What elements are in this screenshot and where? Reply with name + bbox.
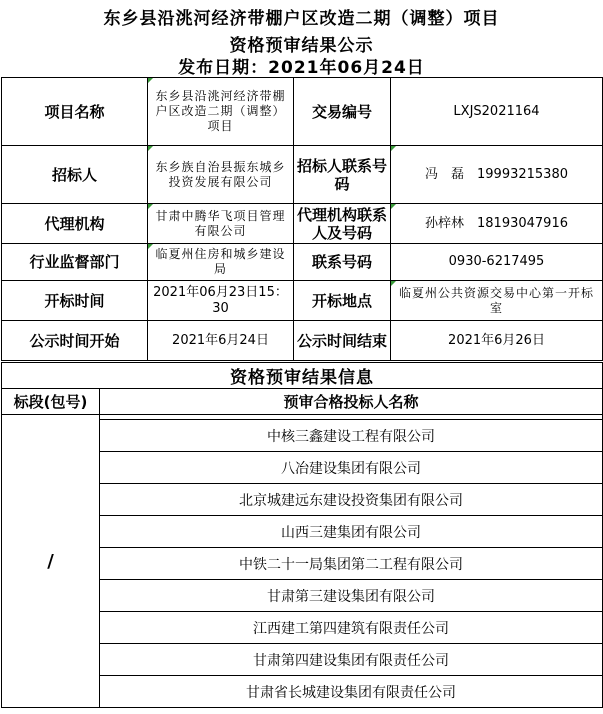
results-section-title: 资格预审结果信息	[2, 363, 603, 389]
names-column-header: 预审合格投标人名称	[100, 389, 603, 415]
tenderer-value: 东乡族自治县振东城乡投资发展有限公司	[148, 146, 294, 204]
pub-end-label: 公示时间结束	[294, 321, 391, 361]
qualified-bidder: 中核三鑫建设工程有限公司	[100, 420, 603, 452]
qualified-bidder: 山西三建集团有限公司	[100, 516, 603, 548]
agency-value: 甘肃中腾华飞项目管理有限公司	[148, 204, 294, 244]
phone-label: 联系号码	[294, 244, 391, 281]
project-name-value: 东乡县沿洮河经济带棚户区改造二期（调整）项目	[148, 78, 294, 146]
agency-contact-label: 代理机构联系人及号码	[294, 204, 391, 244]
supervisor-label: 行业监督部门	[2, 244, 148, 281]
open-time-label: 开标时间	[2, 281, 148, 321]
doc-subtitle: 资格预审结果公示	[229, 36, 374, 56]
project-info-table	[1, 77, 603, 361]
lot-value: /	[2, 415, 100, 708]
lot-column-header: 标段(包号)	[2, 389, 100, 415]
qualified-bidder: 八冶建设集团有限公司	[100, 452, 603, 484]
phone-value: 0930-6217495	[391, 244, 603, 281]
agency-contact-value: 孙梓林 18193047916	[391, 204, 603, 244]
tenderer-contact-value: 冯 磊 19993215380	[391, 146, 603, 204]
publish-date: 发布日期：2021年06月24日	[178, 58, 425, 78]
open-place-value: 临夏州公共资源交易中心第一开标室	[391, 281, 603, 321]
tenderer-label: 招标人	[2, 146, 148, 204]
trade-no-label: 交易编号	[294, 78, 391, 146]
project-name-label: 项目名称	[2, 78, 148, 146]
qualified-bidder: 江西建工第四建筑有限责任公司	[100, 612, 603, 644]
qualified-bidder: 甘肃省长城建设集团有限责任公司	[100, 676, 603, 708]
trade-no-value: LXJS2021164	[391, 78, 603, 146]
agency-label: 代理机构	[2, 204, 148, 244]
qualified-bidder: 甘肃第三建设集团有限公司	[100, 580, 603, 612]
pub-end-value: 2021年6月26日	[391, 321, 603, 361]
qualified-bidder: 中铁二十一局集团第二工程有限公司	[100, 548, 603, 580]
open-place-label: 开标地点	[294, 281, 391, 321]
supervisor-value: 临夏州住房和城乡建设局	[148, 244, 294, 281]
qualified-bidder: 北京城建远东建设投资集团有限公司	[100, 484, 603, 516]
open-time-value: 2021年06月23日15：30	[148, 281, 294, 321]
results-table	[1, 362, 603, 708]
qualified-bidder: 甘肃第四建设集团有限责任公司	[100, 644, 603, 676]
doc-title: 东乡县沿洮河经济带棚户区改造二期（调整）项目	[103, 9, 500, 29]
pub-start-value: 2021年6月24日	[148, 321, 294, 361]
tenderer-contact-label: 招标人联系号码	[294, 146, 391, 204]
pub-start-label: 公示时间开始	[2, 321, 148, 361]
